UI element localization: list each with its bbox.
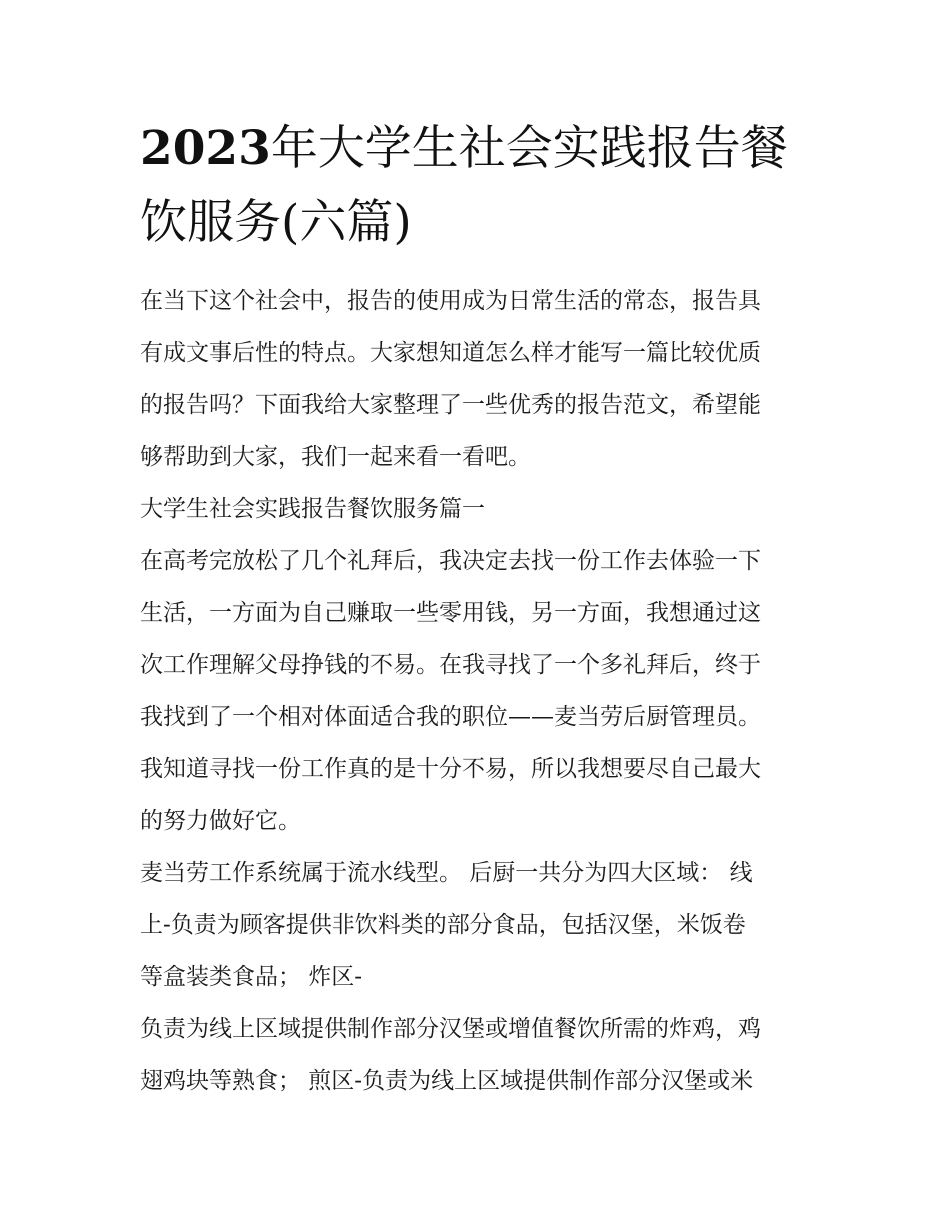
paragraph-line: 上-负责为顾客提供非饮料类的部分食品，包括汉堡，米饭卷 (140, 912, 746, 938)
intro-line: 有成文事后性的特点。大家想知道怎么样才能写一篇比较优质 (140, 340, 761, 366)
intro-line: 在当下这个社会中，报告的使用成为日常生活的常态，报告具 (140, 288, 761, 314)
paragraph-line: 的努力做好它。 (140, 808, 301, 834)
paragraph-line: 我知道寻找一份工作真的是十分不易，所以我想要尽自己最大 (140, 756, 761, 782)
paragraph-line: 我找到了一个相对体面适合我的职位——麦当劳后厨管理员。 (140, 704, 761, 730)
title-text: 年大学生社会实践报告餐 (270, 121, 788, 176)
document-body (140, 275, 820, 1107)
paragraph-line: 等盒装类食品； 炸区- (140, 964, 363, 990)
intro-line: 的报告吗？下面我给大家整理了一些优秀的报告范文，希望能 (140, 392, 761, 418)
paragraph-line: 麦当劳工作系统属于流水线型。 后厨一共分为四大区域： 线 (140, 860, 753, 886)
section-heading: 大学生社会实践报告餐饮服务篇一 (140, 496, 485, 522)
paragraph-line: 次工作理解父母挣钱的不易。在我寻找了一个多礼拜后，终于 (140, 652, 761, 678)
intro-line: 够帮助到大家，我们一起来看一看吧。 (140, 444, 531, 470)
paragraph-line: 在高考完放松了几个礼拜后，我决定去找一份工作去体验一下 (140, 548, 761, 574)
title-year: 2023 (140, 121, 271, 176)
document-title (140, 112, 820, 260)
paragraph-line: 生活，一方面为自己赚取一些零用钱，另一方面，我想通过这 (140, 600, 761, 626)
paragraph-line: 翅鸡块等熟食； 煎区-负责为线上区域提供制作部分汉堡或米 (140, 1068, 754, 1094)
title-line-1 (140, 112, 820, 186)
paragraph-line: 负责为线上区域提供制作部分汉堡或增值餐饮所需的炸鸡，鸡 (140, 1016, 761, 1042)
title-line-2: 饮服务(六篇) (140, 195, 412, 250)
